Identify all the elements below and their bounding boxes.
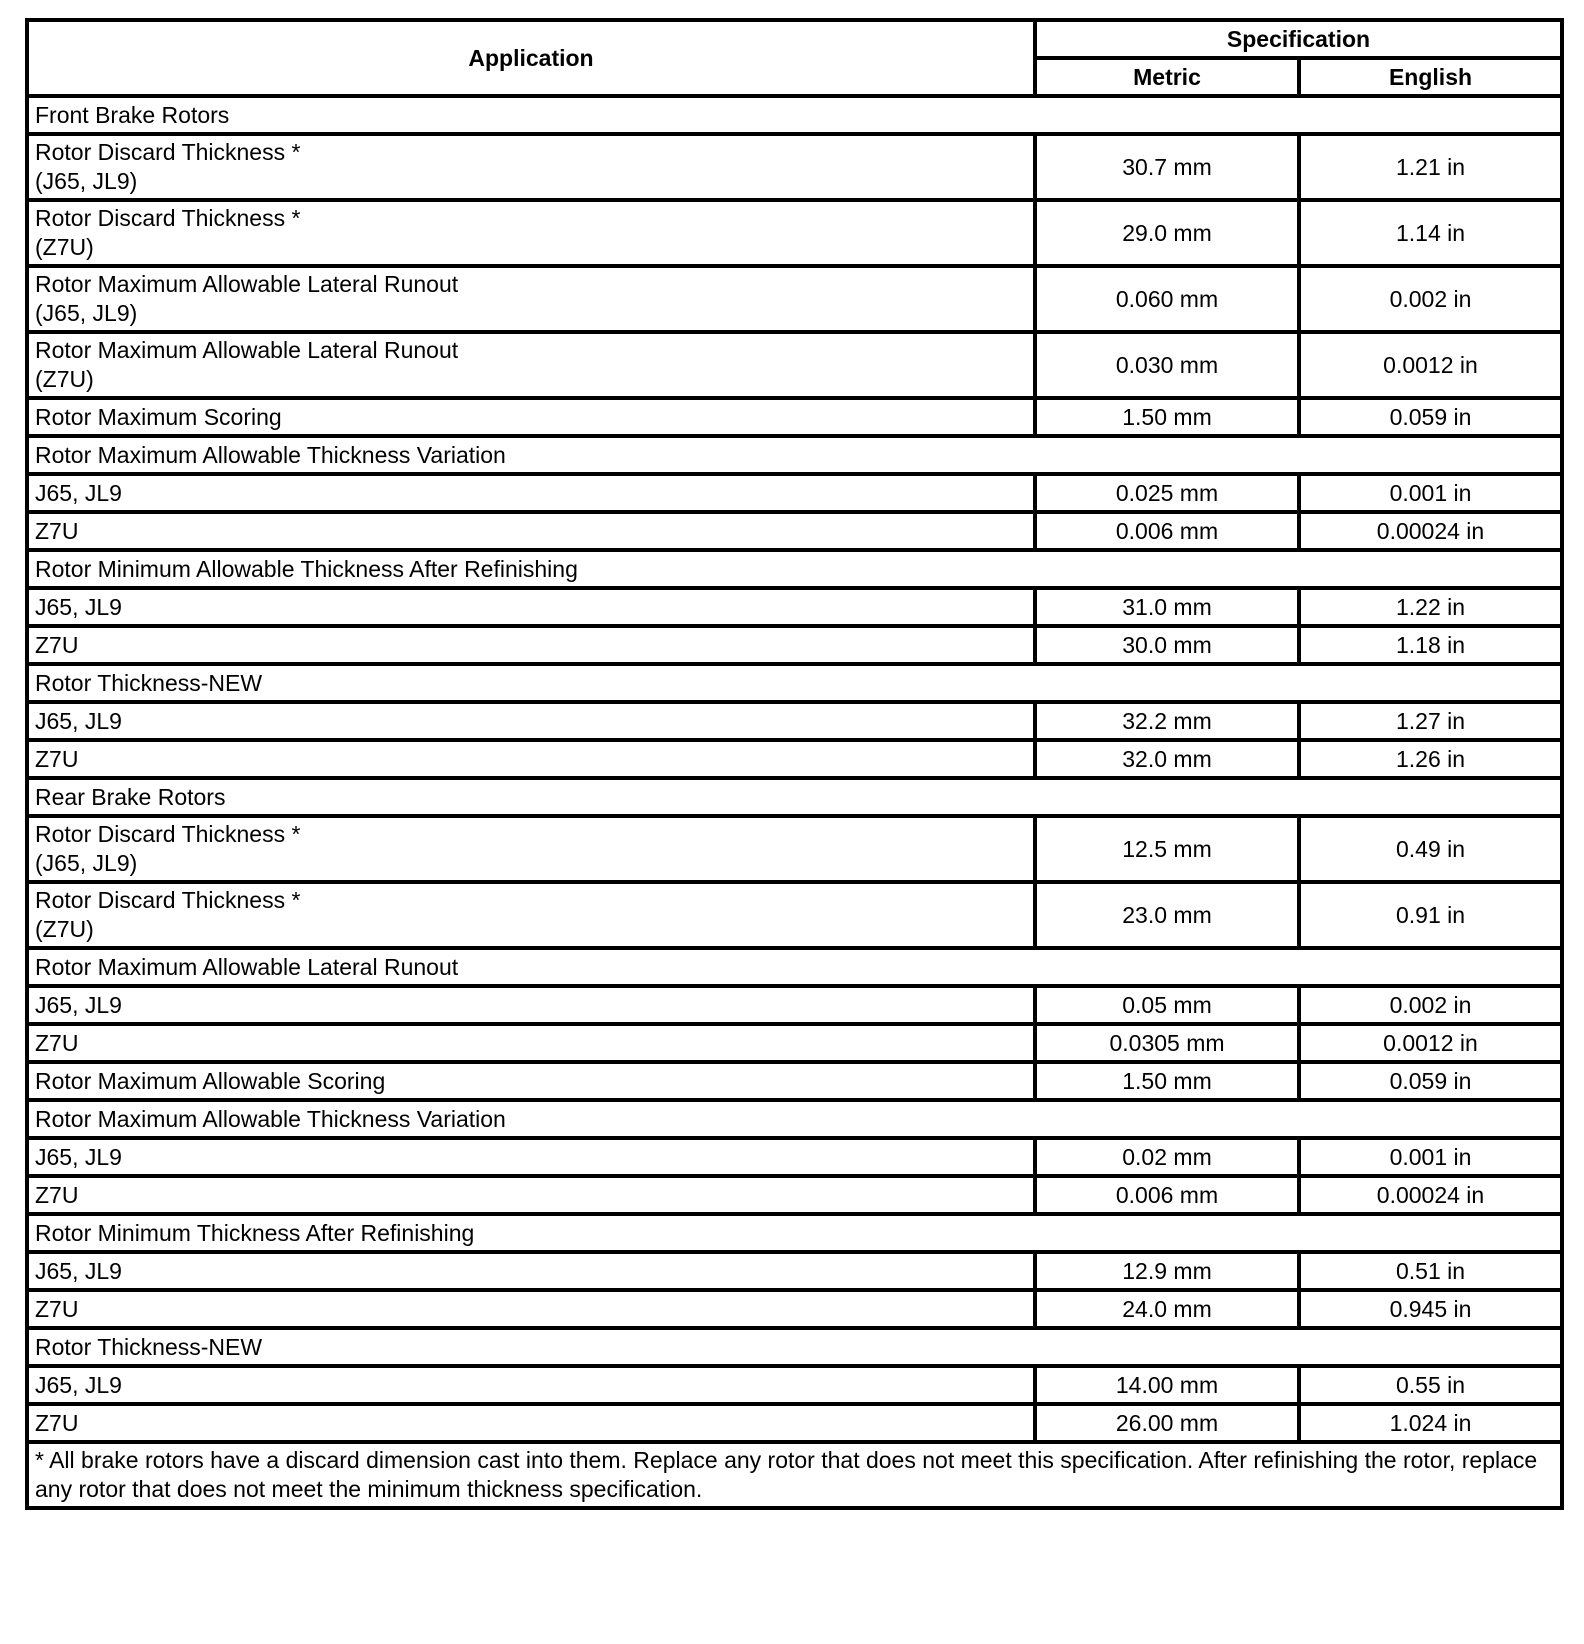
brake-rotor-spec-table: [25, 18, 1564, 1510]
table-row: [27, 200, 1562, 266]
section-row: [27, 1328, 1562, 1366]
application-label: Z7U: [35, 1409, 79, 1436]
metric-value: 0.006 mm: [1035, 512, 1299, 550]
english-value: 0.55 in: [1299, 1366, 1562, 1404]
application-cell: [27, 882, 1035, 948]
metric-value: 12.5 mm: [1035, 816, 1299, 882]
table-row: [27, 1024, 1562, 1062]
application-label: Z7U: [35, 1295, 79, 1322]
english-value: 0.49 in: [1299, 816, 1562, 882]
application-label: J65, JL9: [35, 991, 122, 1018]
section-row: [27, 1214, 1562, 1252]
application-label: Rotor Discard Thickness *: [35, 821, 301, 847]
application-cell: [27, 702, 1035, 740]
application-label: Z7U: [35, 745, 79, 772]
application-cell: [27, 512, 1035, 550]
metric-value: 23.0 mm: [1035, 882, 1299, 948]
application-cell: [27, 1404, 1035, 1442]
application-label: Rotor Maximum Allowable Scoring: [35, 1067, 386, 1094]
metric-value: 0.030 mm: [1035, 332, 1299, 398]
application-cell: [27, 816, 1035, 882]
table-row: [27, 986, 1562, 1024]
metric-value: 0.060 mm: [1035, 266, 1299, 332]
table-row: [27, 882, 1562, 948]
section-row: [27, 436, 1562, 474]
application-label: Z7U: [35, 1181, 79, 1208]
metric-value: 1.50 mm: [1035, 398, 1299, 436]
section-row: [27, 778, 1562, 816]
english-value: 1.024 in: [1299, 1404, 1562, 1442]
application-cell: [27, 986, 1035, 1024]
english-value: 1.21 in: [1299, 134, 1562, 200]
application-label: Z7U: [35, 517, 79, 544]
english-value: 0.001 in: [1299, 1138, 1562, 1176]
english-value: 1.22 in: [1299, 588, 1562, 626]
english-value: 1.18 in: [1299, 626, 1562, 664]
section-label: Rotor Minimum Allowable Thickness After Refinishing: [27, 550, 1562, 588]
english-value: 0.91 in: [1299, 882, 1562, 948]
table-row: [27, 1176, 1562, 1214]
english-value: 0.00024 in: [1299, 1176, 1562, 1214]
table-row: [27, 1062, 1562, 1100]
english-value: 0.945 in: [1299, 1290, 1562, 1328]
application-cell: [27, 134, 1035, 200]
application-cell: [27, 1176, 1035, 1214]
section-row: [27, 1100, 1562, 1138]
application-cell: [27, 1024, 1035, 1062]
application-cell: [27, 1252, 1035, 1290]
table-row: [27, 1138, 1562, 1176]
english-value: 1.26 in: [1299, 740, 1562, 778]
application-cell: [27, 1290, 1035, 1328]
spec-body: [27, 96, 1562, 1442]
application-label: Z7U: [35, 631, 79, 658]
application-cell: [27, 266, 1035, 332]
english-value: 0.059 in: [1299, 398, 1562, 436]
metric-value: 30.7 mm: [1035, 134, 1299, 200]
section-label: Rotor Minimum Thickness After Refinishing: [27, 1214, 1562, 1252]
metric-value: 24.0 mm: [1035, 1290, 1299, 1328]
metric-value: 30.0 mm: [1035, 626, 1299, 664]
section-label: Rotor Maximum Allowable Thickness Variation: [27, 436, 1562, 474]
section-label: Rear Brake Rotors: [27, 778, 1562, 816]
metric-value: 12.9 mm: [1035, 1252, 1299, 1290]
english-value: 0.001 in: [1299, 474, 1562, 512]
section-row: [27, 96, 1562, 134]
metric-value: 31.0 mm: [1035, 588, 1299, 626]
section-row: [27, 948, 1562, 986]
table-row: [27, 512, 1562, 550]
section-label: Rotor Thickness-NEW: [27, 664, 1562, 702]
section-row: [27, 664, 1562, 702]
application-sublabel: (J65, JL9): [35, 850, 138, 876]
section-label: Front Brake Rotors: [27, 96, 1562, 134]
english-value: 0.0012 in: [1299, 1024, 1562, 1062]
table-row: [27, 626, 1562, 664]
application-cell: [27, 626, 1035, 664]
application-label: Z7U: [35, 1029, 79, 1056]
application-cell: [27, 332, 1035, 398]
footnote: * All brake rotors have a discard dimension cast into them. Replace any rotor that does not meet this specification. After refinishing the rotor, replace any rotor that does not meet the minimum thickness specification.: [27, 1442, 1562, 1508]
table-row: [27, 332, 1562, 398]
header-metric: Metric: [1035, 58, 1299, 96]
table-row: [27, 816, 1562, 882]
application-label: J65, JL9: [35, 1257, 122, 1284]
section-label: Rotor Thickness-NEW: [27, 1328, 1562, 1366]
metric-value: 0.0305 mm: [1035, 1024, 1299, 1062]
application-label: J65, JL9: [35, 1371, 122, 1398]
application-sublabel: (Z7U): [35, 366, 94, 392]
metric-value: 0.02 mm: [1035, 1138, 1299, 1176]
application-label: Rotor Maximum Allowable Lateral Runout: [35, 271, 459, 297]
english-value: 0.00024 in: [1299, 512, 1562, 550]
english-value: 0.51 in: [1299, 1252, 1562, 1290]
section-row: [27, 550, 1562, 588]
application-cell: [27, 1138, 1035, 1176]
application-label: Rotor Maximum Allowable Lateral Runout: [35, 337, 459, 363]
metric-value: 0.05 mm: [1035, 986, 1299, 1024]
application-cell: [27, 1366, 1035, 1404]
metric-value: 0.025 mm: [1035, 474, 1299, 512]
metric-value: 14.00 mm: [1035, 1366, 1299, 1404]
application-cell: [27, 588, 1035, 626]
section-label: Rotor Maximum Allowable Lateral Runout: [27, 948, 1562, 986]
english-value: 1.14 in: [1299, 200, 1562, 266]
metric-value: 0.006 mm: [1035, 1176, 1299, 1214]
english-value: 0.0012 in: [1299, 332, 1562, 398]
application-label: Rotor Discard Thickness *: [35, 139, 301, 165]
application-label: Rotor Maximum Scoring: [35, 403, 282, 430]
header-english: English: [1299, 58, 1562, 96]
application-sublabel: (Z7U): [35, 234, 94, 260]
application-cell: [27, 740, 1035, 778]
application-label: Rotor Discard Thickness *: [35, 205, 301, 231]
application-sublabel: (J65, JL9): [35, 168, 138, 194]
application-label: J65, JL9: [35, 479, 122, 506]
application-cell: [27, 398, 1035, 436]
table-row: [27, 702, 1562, 740]
table-row: [27, 740, 1562, 778]
table-row: [27, 266, 1562, 332]
english-value: 1.27 in: [1299, 702, 1562, 740]
spec-sheet: [25, 18, 1560, 1510]
english-value: 0.002 in: [1299, 986, 1562, 1024]
application-label: Rotor Discard Thickness *: [35, 887, 301, 913]
english-value: 0.059 in: [1299, 1062, 1562, 1100]
application-label: J65, JL9: [35, 593, 122, 620]
application-sublabel: (J65, JL9): [35, 300, 138, 326]
metric-value: 32.0 mm: [1035, 740, 1299, 778]
table-row: [27, 1290, 1562, 1328]
english-value: 0.002 in: [1299, 266, 1562, 332]
table-row: [27, 1252, 1562, 1290]
section-label: Rotor Maximum Allowable Thickness Variation: [27, 1100, 1562, 1138]
application-sublabel: (Z7U): [35, 916, 94, 942]
table-row: [27, 1366, 1562, 1404]
application-cell: [27, 1062, 1035, 1100]
application-label: J65, JL9: [35, 707, 122, 734]
table-row: [27, 134, 1562, 200]
table-row: [27, 474, 1562, 512]
application-cell: [27, 474, 1035, 512]
header-application: Application: [27, 20, 1035, 96]
header-specification: Specification: [1035, 20, 1562, 58]
metric-value: 1.50 mm: [1035, 1062, 1299, 1100]
application-label: J65, JL9: [35, 1143, 122, 1170]
application-cell: [27, 200, 1035, 266]
metric-value: 29.0 mm: [1035, 200, 1299, 266]
table-row: [27, 398, 1562, 436]
metric-value: 26.00 mm: [1035, 1404, 1299, 1442]
metric-value: 32.2 mm: [1035, 702, 1299, 740]
table-row: [27, 588, 1562, 626]
table-row: [27, 1404, 1562, 1442]
